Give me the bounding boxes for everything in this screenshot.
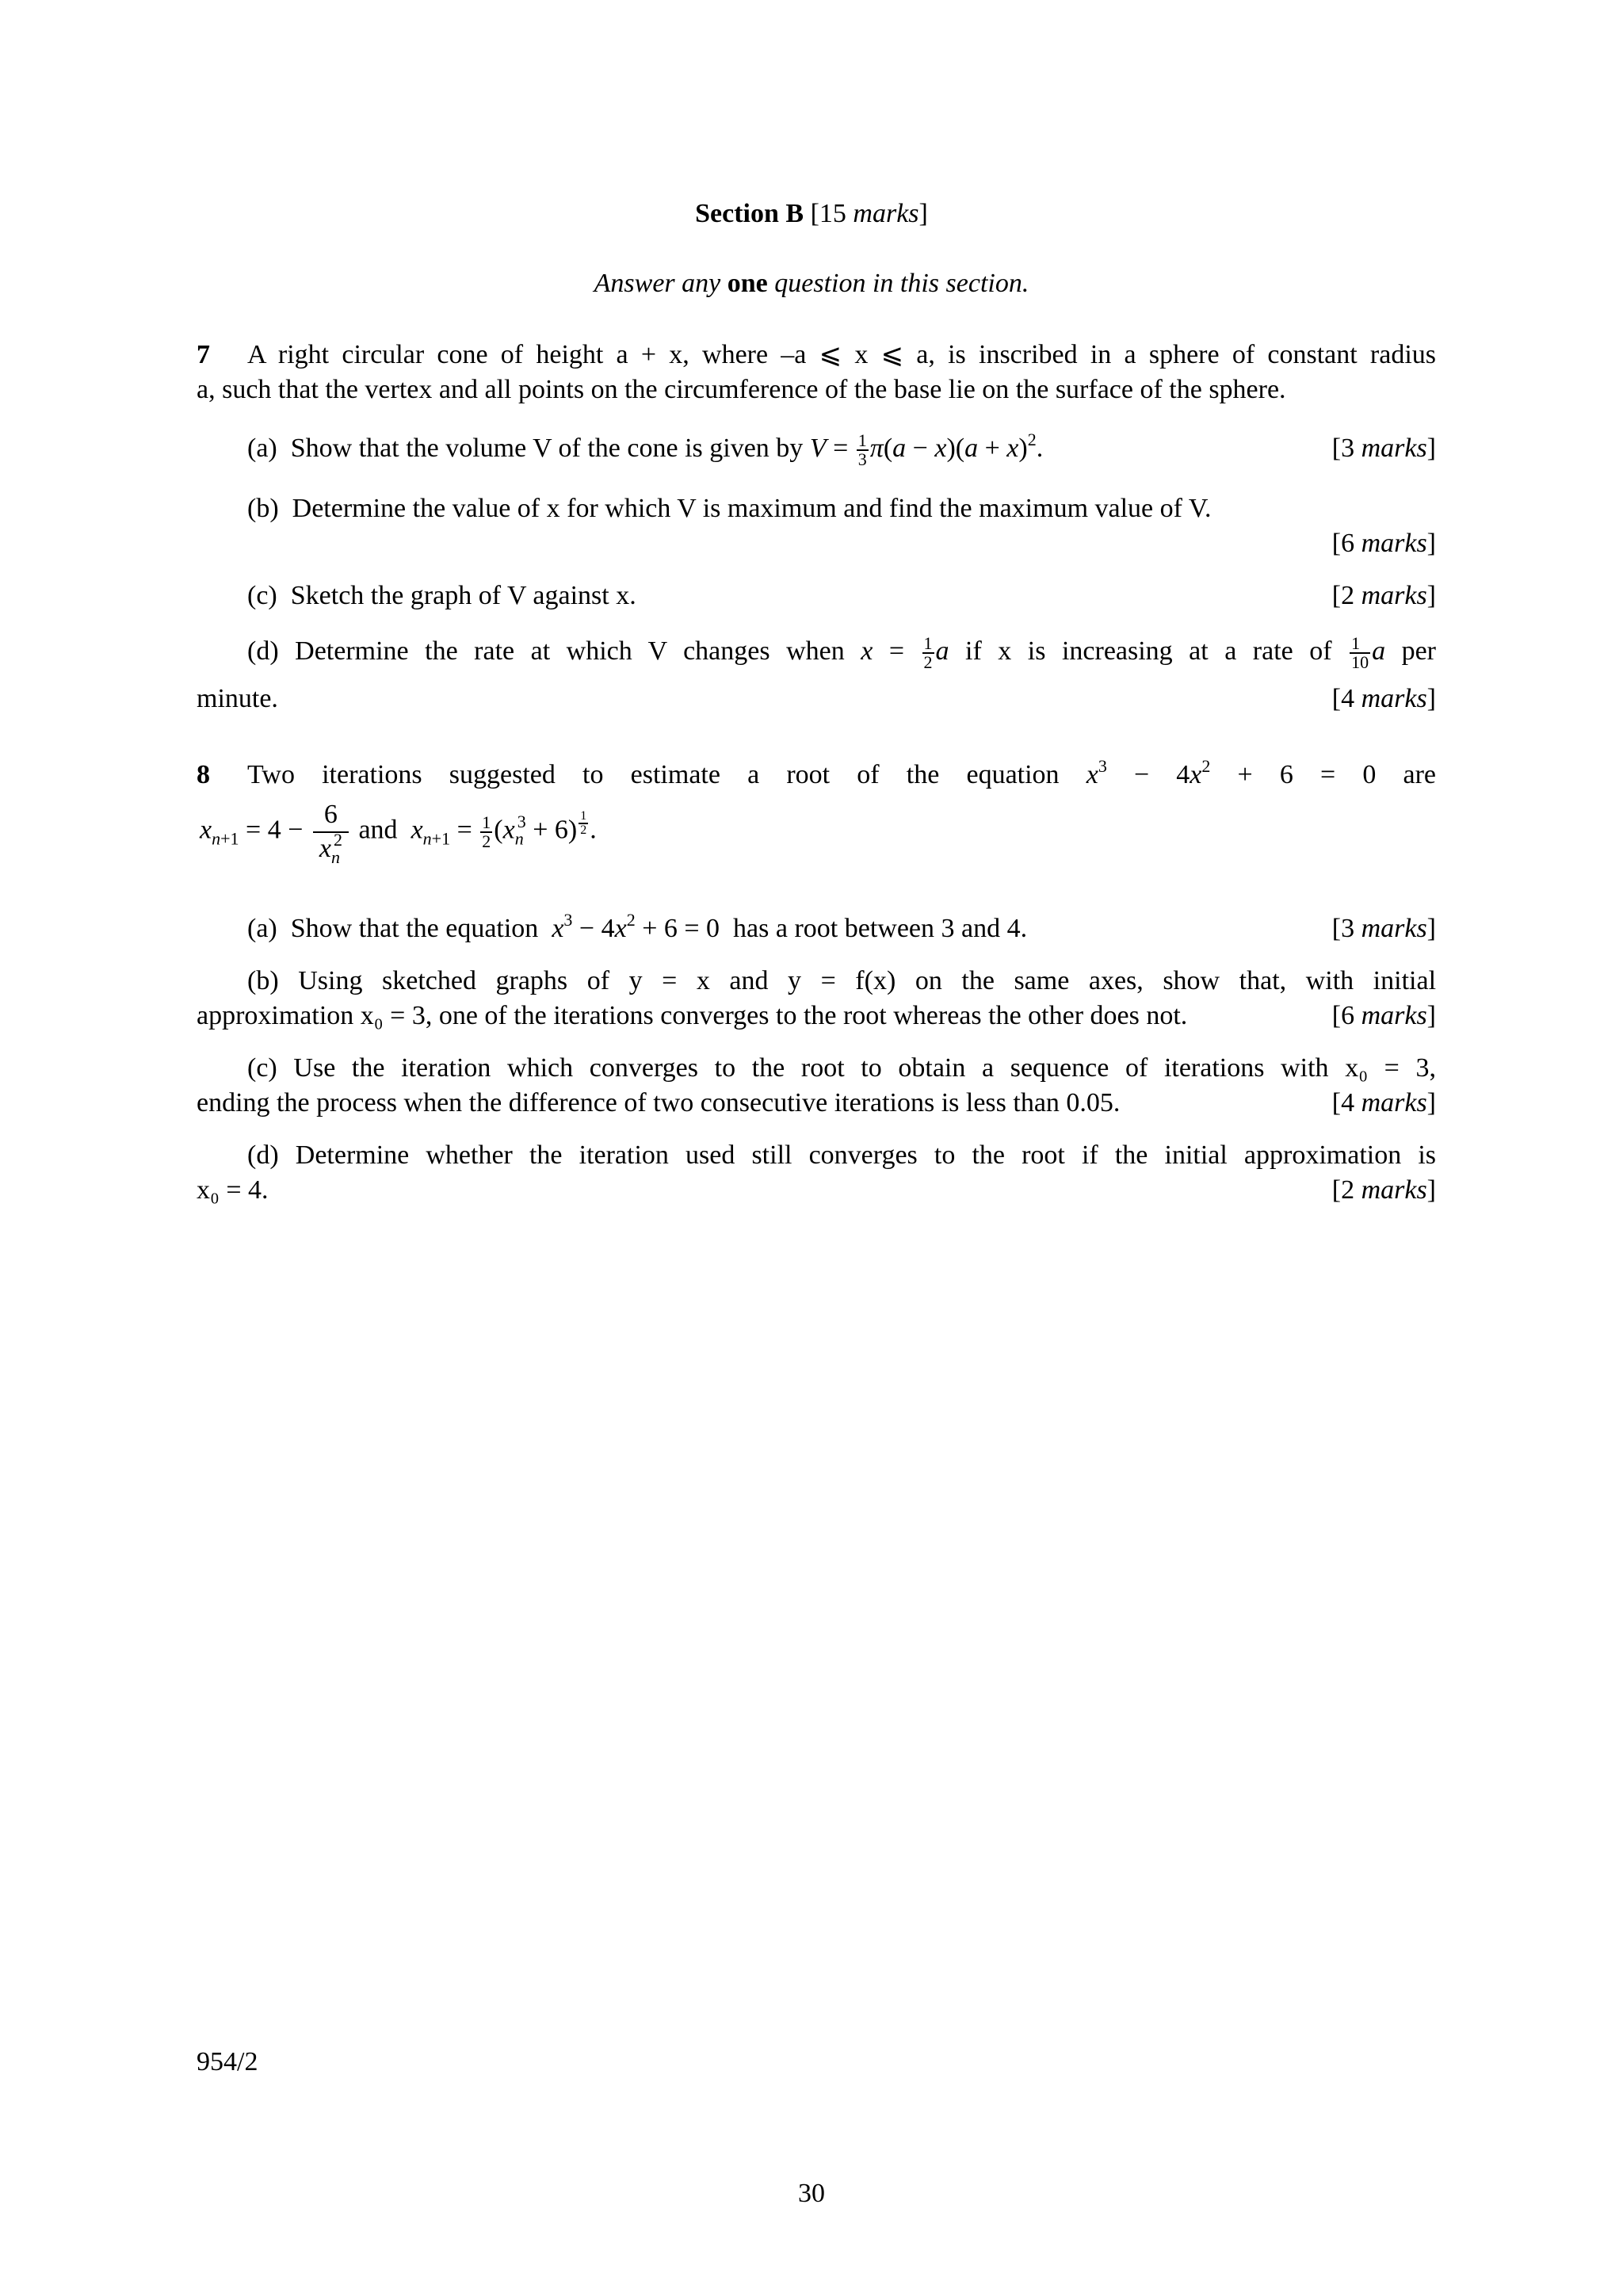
question-number-8: 8 — [197, 760, 210, 789]
q7d-label: (d) — [247, 636, 279, 666]
q8-stem-end: are — [1403, 760, 1437, 789]
q8c-line2: ending the process when the difference of two consecutive iterations is less than 0.05. — [197, 1088, 1121, 1117]
q8a-equation: $x^3 - 4x^2 + 6 = 0$ — [552, 910, 727, 943]
q7-stem-line1: A right circular cone of height a + x, where –a ⩽ x ⩽ a, is inscribed in a sphere of constant radius — [247, 340, 1436, 369]
q7c-marks: [2 marks] — [1331, 581, 1436, 610]
q8b-label: (b) — [247, 966, 279, 995]
section-title-bold: Section B — [695, 199, 804, 228]
q8b-line1: Using sketched graphs of y = x and y = f(x) on the same axes, show that, with initial — [298, 966, 1437, 995]
q7-part-b — [247, 491, 1212, 526]
q8b-marks: [6 marks] — [1331, 1001, 1436, 1030]
q8b-line2: approximation x₀ = 3, one of the iterations converges to the root whereas the other does not. — [197, 1001, 1188, 1030]
q7c-label: (c) — [247, 581, 277, 610]
section-title-rest: [15 — [804, 199, 854, 228]
q8d-line2: x₀ = 4. — [197, 1175, 269, 1205]
q7-part-a — [247, 431, 1043, 468]
q7b-label: (b) — [247, 494, 279, 523]
q7-part-c — [247, 579, 636, 613]
q8a-text2: has a root between 3 and 4. — [733, 914, 1028, 943]
fraction-one-third: $\frac{1}{3}$ — [857, 430, 867, 470]
section-title — [0, 197, 1623, 231]
q8c-label: (c) — [247, 1053, 277, 1083]
q7d-formula-half: x = $\frac{1}{2}$ a — [861, 633, 949, 673]
q7d-text4: minute. — [197, 684, 278, 713]
page-number: 30 — [798, 2179, 825, 2208]
section-title-marks: marks — [853, 199, 919, 228]
q8-stem-line1: Two iterations suggested to estimate a root of the equation $x^3 - 4x^2 + 6 = 0$ are — [247, 756, 1437, 789]
q8d-marks: [2 marks] — [1331, 1175, 1436, 1205]
q8d-line1: Determine whether the iteration used still converges to the root if the initial approximation is — [295, 1140, 1436, 1170]
q8c-line1: Use the iteration which converges to the root to obtain a sequence of iterations with x₀ = 3, — [293, 1053, 1437, 1083]
q7b-marks: [6 marks] — [1331, 529, 1436, 558]
q8-and: and — [358, 815, 398, 845]
instruction-post: question in this section. — [767, 269, 1029, 298]
question-number-7: 7 — [197, 340, 210, 369]
q7a-text: Show that the volume V of the cone is given by — [290, 434, 804, 463]
q8-part-b-line1 — [247, 964, 1436, 999]
q7d-text2: if x is increasing at a rate of — [965, 636, 1332, 666]
q7a-marks: [3 marks] — [1331, 434, 1436, 463]
q8-equation: $x^3 - 4x^2 + 6 = 0$ — [1086, 756, 1377, 789]
q8c-marks: [4 marks] — [1331, 1088, 1436, 1117]
q7a-label: (a) — [247, 434, 277, 463]
q7d-formula-tenth: $\frac{1}{10}$ a — [1351, 633, 1386, 673]
iteration-one-fraction: $\frac{6}{x_n^2}$ — [313, 799, 349, 865]
q8a-label: (a) — [247, 914, 277, 943]
instruction-bold: one — [727, 269, 768, 298]
section-title-close: ] — [918, 199, 928, 228]
q7d-text3: per — [1401, 636, 1436, 666]
q8d-label: (d) — [247, 1140, 279, 1170]
q8-part-a — [247, 911, 1027, 946]
q8a-text1: Show that the equation — [290, 914, 539, 943]
q7b-text: Determine the value of x for which V is maximum and find the maximum value of V. — [292, 494, 1212, 523]
q8-iterations: $x_{n+1} = 4$ − $\frac{6}{x_n^2}$ and $x_{n+1}$ = $\frac{1}{2}$ $(x_n^3 + 6)$ $^{\frac{1}{2}}$ . — [200, 800, 597, 867]
q8a-marks: [3 marks] — [1331, 914, 1436, 943]
q7d-marks: [4 marks] — [1331, 684, 1436, 713]
section-instruction — [0, 266, 1623, 301]
q8-part-c-line1 — [247, 1051, 1436, 1086]
instruction-pre: Answer any — [594, 269, 727, 298]
q7a-formula: V = $\frac{1}{3}$ $\pi(a - x)(a + x)^2$. — [809, 430, 1044, 470]
q7-part-d — [247, 634, 1436, 671]
q7d-text1: Determine the rate at which V changes when — [295, 636, 845, 666]
q7c-text: Sketch the graph of V against x. — [290, 581, 636, 610]
q8-part-d-line1 — [247, 1138, 1436, 1173]
q7-stem-line2: a, such that the vertex and all points on the circumference of the base lie on the surface of the sphere. — [197, 375, 1286, 404]
paper-code: 954/2 — [197, 2047, 258, 2076]
